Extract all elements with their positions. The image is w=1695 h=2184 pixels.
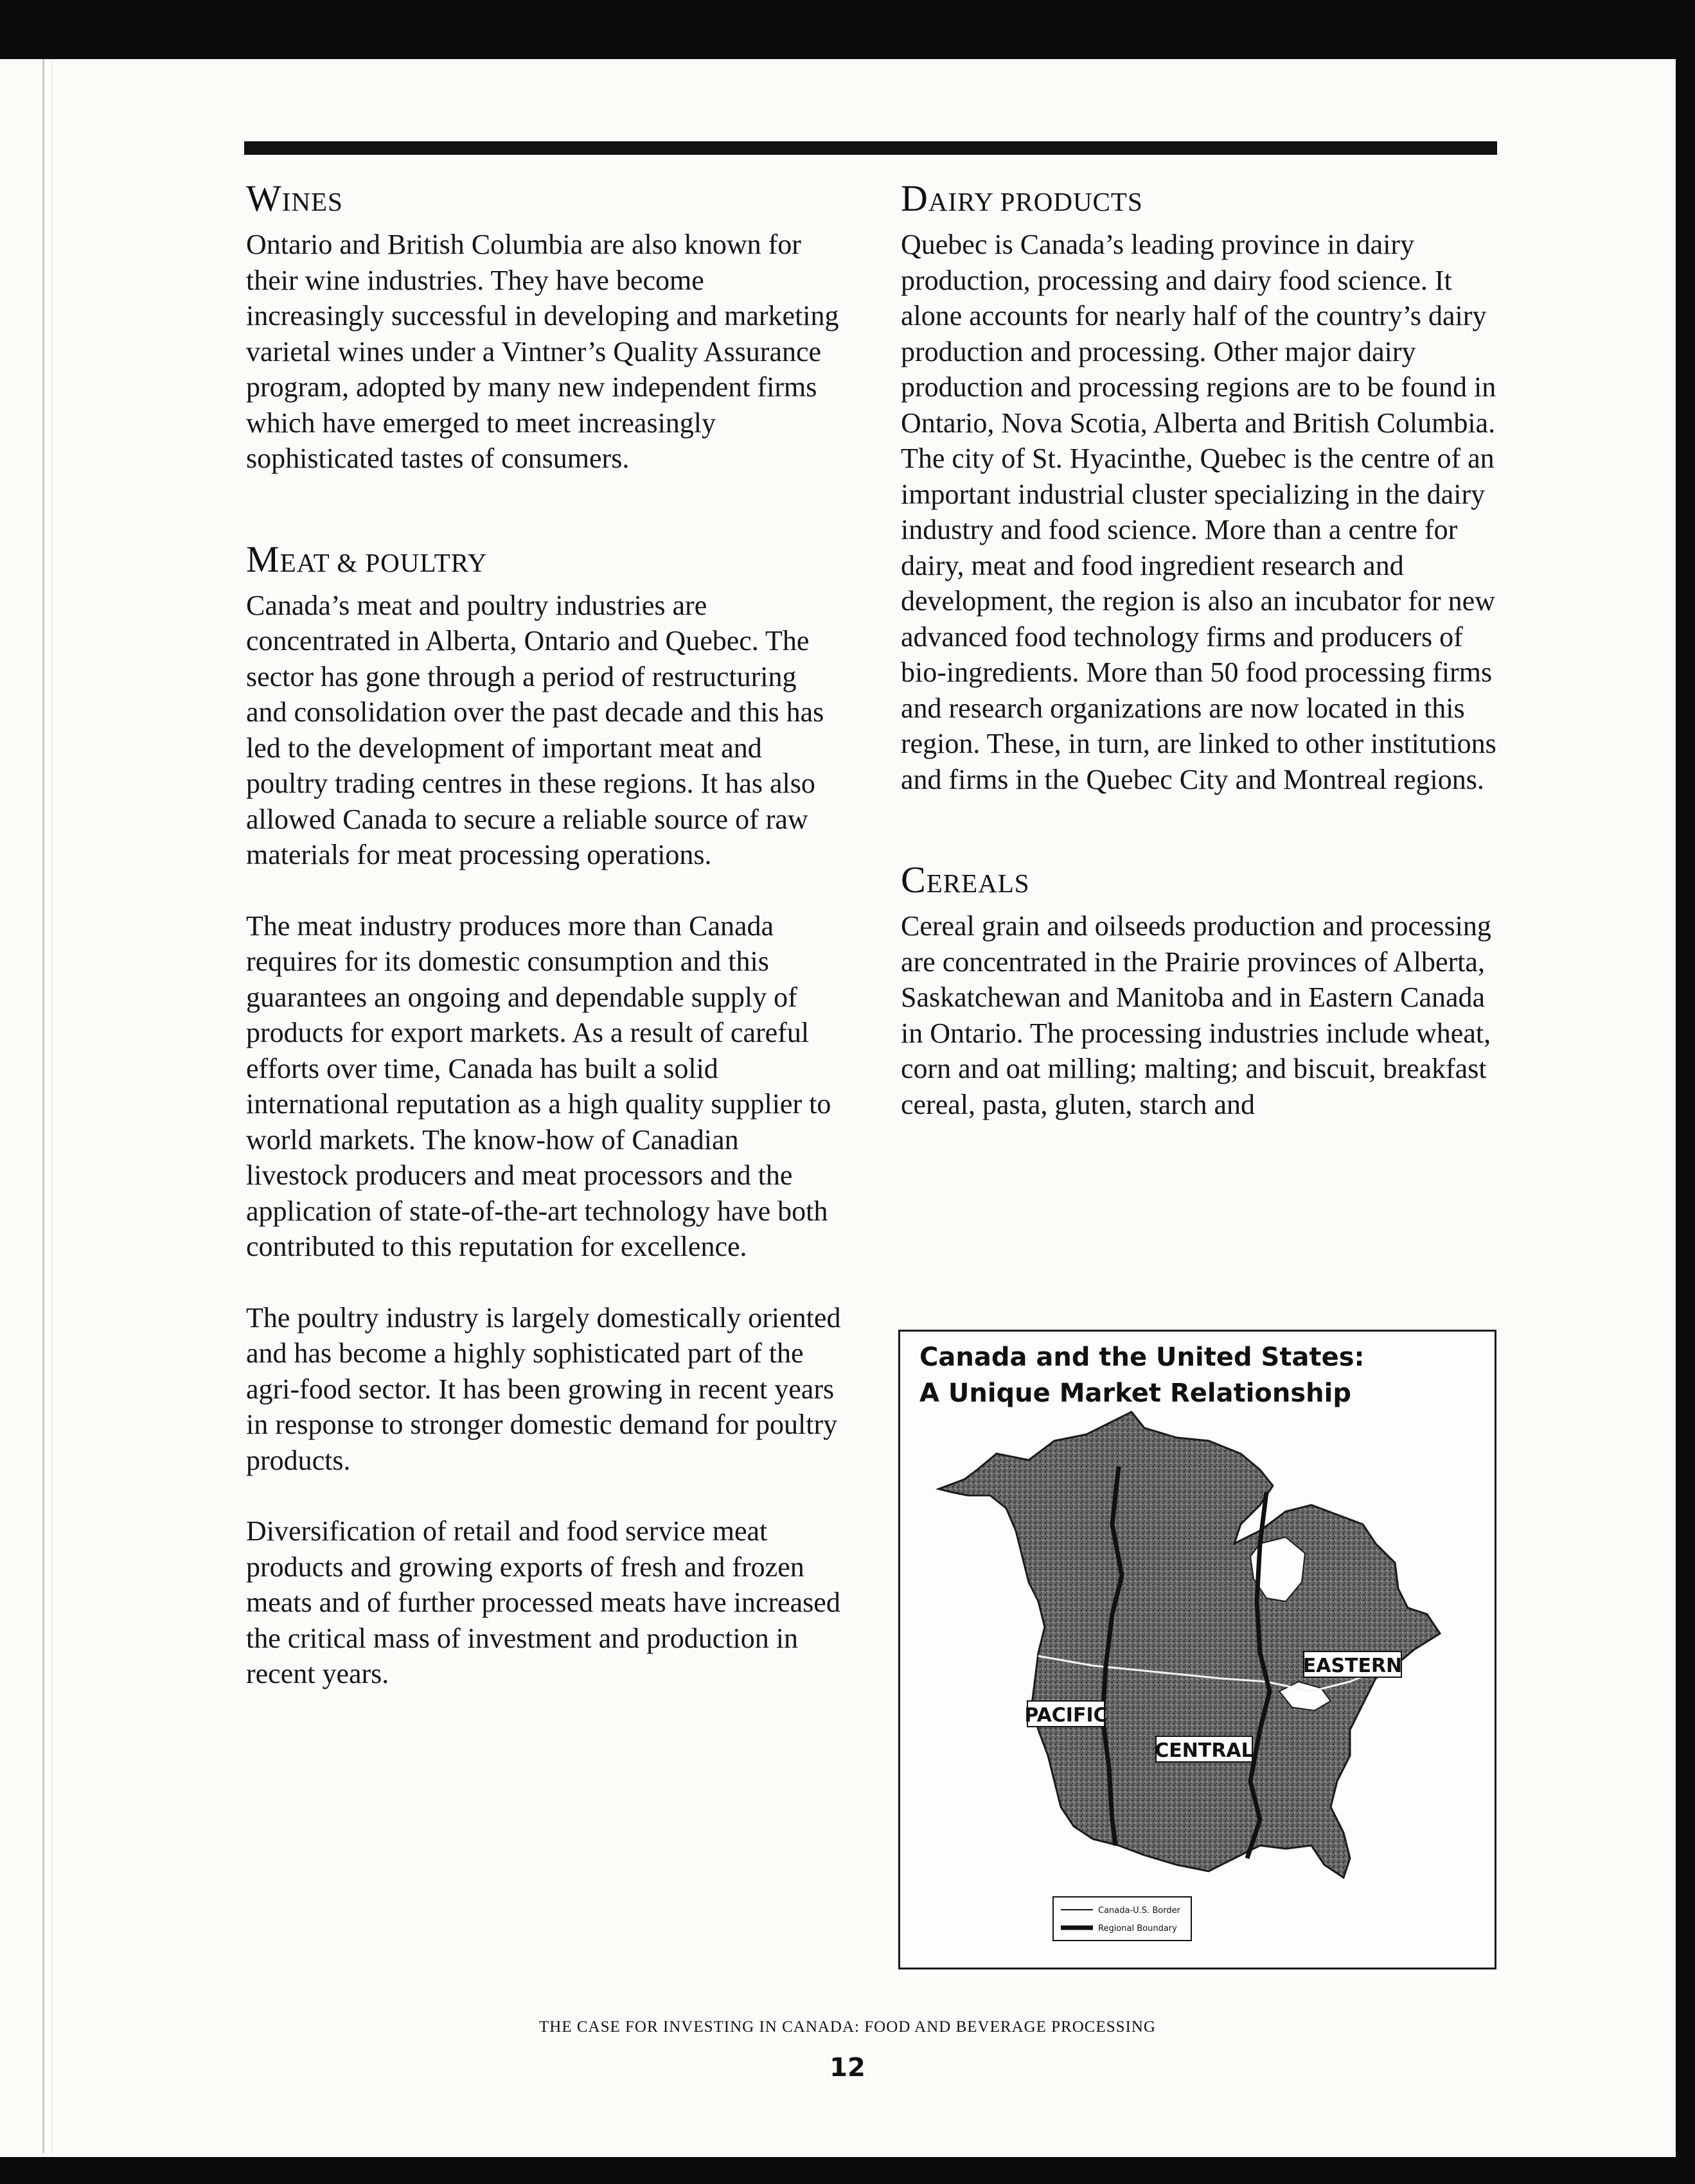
left-column [246,177,844,1692]
legend-item-border: Canada-U.S. Border [1098,1906,1180,1915]
paragraph: Canada’s meat and poultry industries are concentrated in Alberta, Ontario and Quebec. The sector has gone through a period of restructuring and consolidation over the past decade and this has led to the development of important meat and poultry trading centres in these regions. It has also allowed Canada to secure a reliable source of raw materials for meat processing operations. [246,589,824,870]
legend-item-regional: Regional Boundary [1098,1924,1177,1933]
page-number: 12 [830,2053,865,2083]
paragraph: Cereal grain and oilseeds production and processing are concentrated in the Prairie provinces of Alberta, Saskatchewan and Manitoba and in Eastern Canada in Ontario. The processing industries include wheat, corn and oat milling; malting; and biscuit, breakfast cereal, pasta, gluten, starch and [901,910,1491,1120]
map-title-line-2: A Unique Market Relationship [919,1378,1351,1408]
north-america-map [900,1332,1495,1968]
section-wines [246,177,844,477]
section-meat-poultry [246,538,844,1692]
paragraph: Diversification of retail and food service meat products and growing exports of fresh and frozen meats and of further processed meats have increased the critical mass of investment and production in recent years. [246,1515,840,1689]
region-label-pacific: PACIFIC [1024,1704,1108,1727]
scan-border-bottom [0,2157,1695,2184]
paragraph: The meat industry produces more than Canada requires for its domestic consumption and this guarantees an ongoing and dependable supply of products for export markets. As a result of careful efforts over time, Canada has built a solid international reputation as a high quality supplier to world markets. The know-how of Canadian livestock producers and meat processors and the application of state-of-the-art technology have both contributed to this reputation for excellence. [246,910,831,1262]
map-title-line-1: Canada and the United States: [919,1343,1365,1372]
paragraph: Quebec is Canada’s leading province in dairy production, processing and dairy food science. It alone accounts for nearly half of the country’s dairy production and processing. Other major dairy production and processing regions are to be found in Ontario, Nova Scotia, Alberta and British Columbia. The city of St. Hyacinthe, Quebec is the centre of an important industrial cluster specializing in the dairy industry and food science. More than a centre for dairy, meat and food ingredient research and development, the region is also an incubator for new advanced food technology firms and producers of bio-ingredients. More than 50 food processing firms and research organizations are now located in this region. These, in turn, are linked to other institutions and firms in the Quebec City and Montreal regions. [901,229,1496,795]
scan-border-top [0,0,1695,59]
page-edge-shadow-2 [51,59,52,2153]
right-column [901,177,1498,1122]
region-label-central: CENTRAL [1155,1739,1254,1762]
map-figure [898,1330,1496,1969]
landmass [939,1412,1440,1878]
section-heading-meat-poultry: MEAT & POULTRY [246,538,488,580]
map-legend [1053,1897,1191,1941]
scan-border-right [1676,0,1695,2184]
running-footer: THE CASE FOR INVESTING IN CANADA: FOOD AND BEVERAGE PROCESSING [539,2018,1156,2036]
header-rule [244,141,1497,155]
section-cereals [901,861,1498,1122]
page-edge-shadow [42,59,44,2153]
map-title [919,1339,1472,1411]
section-heading-dairy: DAIRY PRODUCTS [901,177,1143,219]
region-label-eastern: EASTERN [1302,1655,1403,1677]
section-dairy [901,177,1498,797]
paragraph: Ontario and British Columbia are also known for their wine industries. They have become increasingly successful in developing and marketing varietal wines under a Vintner’s Quality Assurance program, adopted by many new independent firms which have emerged to meet increasingly sophisticated tastes of consumers. [246,229,839,474]
section-heading-wines: WINES [246,177,343,219]
section-heading-cereals: CEREALS [901,859,1030,901]
paragraph: The poultry industry is largely domestically oriented and has become a highly sophisticated part of the agri-food sector. It has been growing in recent years in response to stronger domestic demand for poultry products. [246,1301,841,1476]
